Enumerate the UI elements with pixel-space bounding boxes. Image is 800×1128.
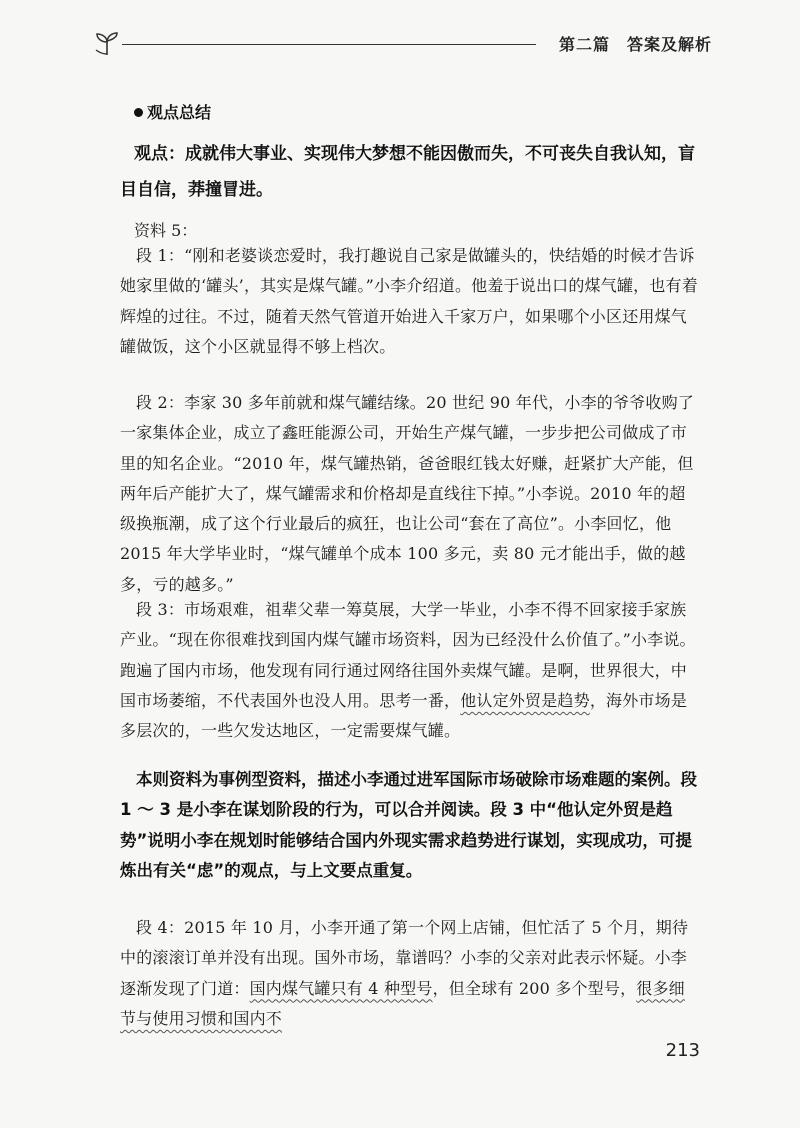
paragraph-3-text-a: 段 3：市场艰难，祖辈父辈一筹莫展，大学一毕业，小李不得不回家接手家族产业。“现在你很难找到国内煤气罐市场资料，因为已经没什么价值了。”小李说。跑遍了国内市场，他发现有同行通过网络往国外卖煤气罐。是啊，世界很大，中国市场萎缩，不代表国外也没人用。思考一番， [120, 600, 696, 710]
summary-heading [120, 100, 700, 123]
sprout-icon [92, 28, 122, 58]
underlined-phrase: 他认定外贸是趋势 [460, 690, 590, 710]
paragraph-4 [120, 913, 700, 1034]
header-divider [122, 44, 536, 45]
paragraph-1: 段 1：“刚和老婆谈恋爱时，我打趣说自己家是做罐头的，快结婚的时候才告诉她家里做的‘罐头’，其实是煤气罐。”小李介绍道。他羞于说出口的煤气罐，也有着辉煌的过往。不过，随着天然气管道开始进入千家万户，如果哪个小区还用煤气罐做饭，这个小区就显得不够上档次。 [120, 246, 698, 356]
paragraph-3-text-b: ，海外市场是多层次的，一些欠发达地区，一定需要煤气罐。 [120, 690, 688, 741]
viewpoint-paragraph: 观点：成就伟大事业、实现伟大梦想不能因傲而失，不可丧失自我认知，盲目自信，莽撞冒进。 [120, 144, 695, 200]
bullet-icon [134, 108, 143, 117]
underlined-phrase: 国内煤气罐只有 4 种型号 [249, 978, 433, 998]
paragraph-4-text-a: 段 4：2015 年 10 月，小李开通了第一个网上店铺，但忙活了 5 个月，期待中的滚滚订单并没有出现。国外市场，靠谱吗？小李的父亲对此表示怀疑。小李逐渐发现了门道： [120, 918, 689, 998]
analysis-paragraph: 本则资料为事例型资料，描述小李通过进军国际市场破除市场难题的案例。段 1 ～ 3 是小李在谋划阶段的行为，可以合并阅读。段 3 中“他认定外贸是趋势”说明小李在规划时能够结合国内外现实需求趋势进行谋划，实现成功，可提炼出有关“虑”的观点，与上文要点重复。 [120, 770, 697, 880]
paragraph-2: 段 2：李家 30 多年前就和煤气罐结缘。20 世纪 90 年代，小李的爷爷收购了一家集体企业，成立了鑫旺能源公司，开始生产煤气罐，一步步把公司做成了市里的知名企业。“2010 年，煤气罐热销，爸爸眼红钱太好赚，赶紧扩大产能，但两年后产能扩大了，煤气罐需求和价格却是直线往下掉。”小李说。2010 年的超级换瓶潮，成了这个行业最后的疯狂，也让公司“套在了高位”。小李回忆，他 2015 年大学毕业时，“煤气罐单个成本 100 多元，卖 80 元才能出手，做的越多，亏的越多。” [120, 393, 694, 594]
page-number: 213 [665, 1040, 700, 1061]
page-header [92, 28, 712, 58]
section-title: 第二篇 答案及解析 [558, 35, 712, 54]
material-heading: 资料 5： [134, 221, 198, 240]
summary-title-text: 观点总结 [147, 103, 212, 122]
underlined-phrase: 很多细节与使用习惯和国内不 [120, 978, 685, 1028]
paragraph-4-text-b: ，但全球有 200 多个型号， [432, 978, 637, 998]
paragraph-3 [120, 595, 700, 746]
